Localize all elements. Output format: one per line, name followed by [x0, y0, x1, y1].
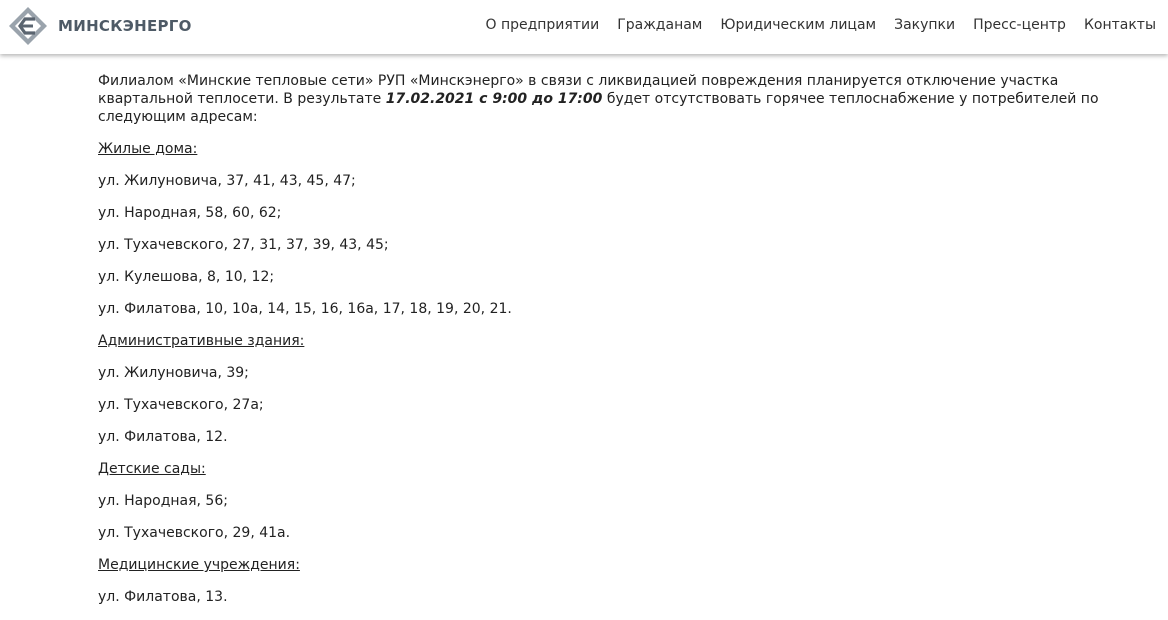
address-item: ул. Народная, 56; — [98, 493, 228, 509]
article-content — [98, 72, 1118, 620]
nav-item-press-center[interactable]: Пресс-центр — [973, 17, 1066, 33]
nav-item-citizens[interactable]: Гражданам — [617, 17, 703, 33]
intro-paragraph — [98, 72, 1118, 126]
address-item: ул. Жилуновича, 39; — [98, 365, 249, 381]
nav-item-legal-entities[interactable]: Юридическим лицам — [720, 17, 877, 33]
logo-text: МИНСКЭНЕРГО — [58, 17, 192, 35]
address-item: ул. Тухачевского, 29, 41а. — [98, 525, 291, 541]
address-item: ул. Кулешова, 8, 10, 12; — [98, 269, 275, 285]
section-title-administrative: Административные здания: — [98, 333, 305, 349]
nav-item-contacts[interactable]: Контакты — [1083, 17, 1156, 33]
address-item: ул. Филатова, 10, 10а, 14, 15, 16, 16а, 17, 18, 19, 20, 21. — [98, 301, 512, 317]
address-item: ул. Жилуновича, 37, 41, 43, 45, 47; — [98, 173, 356, 189]
nav-item-about[interactable]: О предприятии — [485, 17, 600, 33]
intro-text-after: будет отсутствовать горячее теплоснабжение у потребителей по следующим адресам: — [98, 91, 1099, 125]
address-item: ул. Народная, 58, 60, 62; — [98, 205, 282, 221]
site-header — [0, 0, 1168, 54]
site-logo[interactable] — [8, 6, 192, 46]
nav-item-procurement[interactable]: Закупки — [894, 17, 956, 33]
minskenergo-logo-icon — [8, 6, 48, 46]
address-item: ул. Тухачевского, 27, 31, 37, 39, 43, 45; — [98, 237, 389, 253]
section-title-kindergartens: Детские сады: — [98, 461, 206, 477]
address-item: ул. Филатова, 12. — [98, 429, 228, 445]
section-title-medical: Медицинские учреждения: — [98, 557, 300, 573]
section-title-residential: Жилые дома: — [98, 141, 198, 157]
address-item: ул. Филатова, 13. — [98, 589, 228, 605]
intro-text-before: Филиалом «Минские тепловые сети» РУП «Минскэнерго» в связи с ликвидацией повреждения планируется отключение участка квартальной теплосети. В результате — [98, 73, 1059, 107]
outage-date-time: 17.02.2021 с 9:00 до 17:00 — [385, 91, 603, 107]
address-item: ул. Тухачевского, 27а; — [98, 397, 264, 413]
main-nav — [467, 17, 1156, 33]
